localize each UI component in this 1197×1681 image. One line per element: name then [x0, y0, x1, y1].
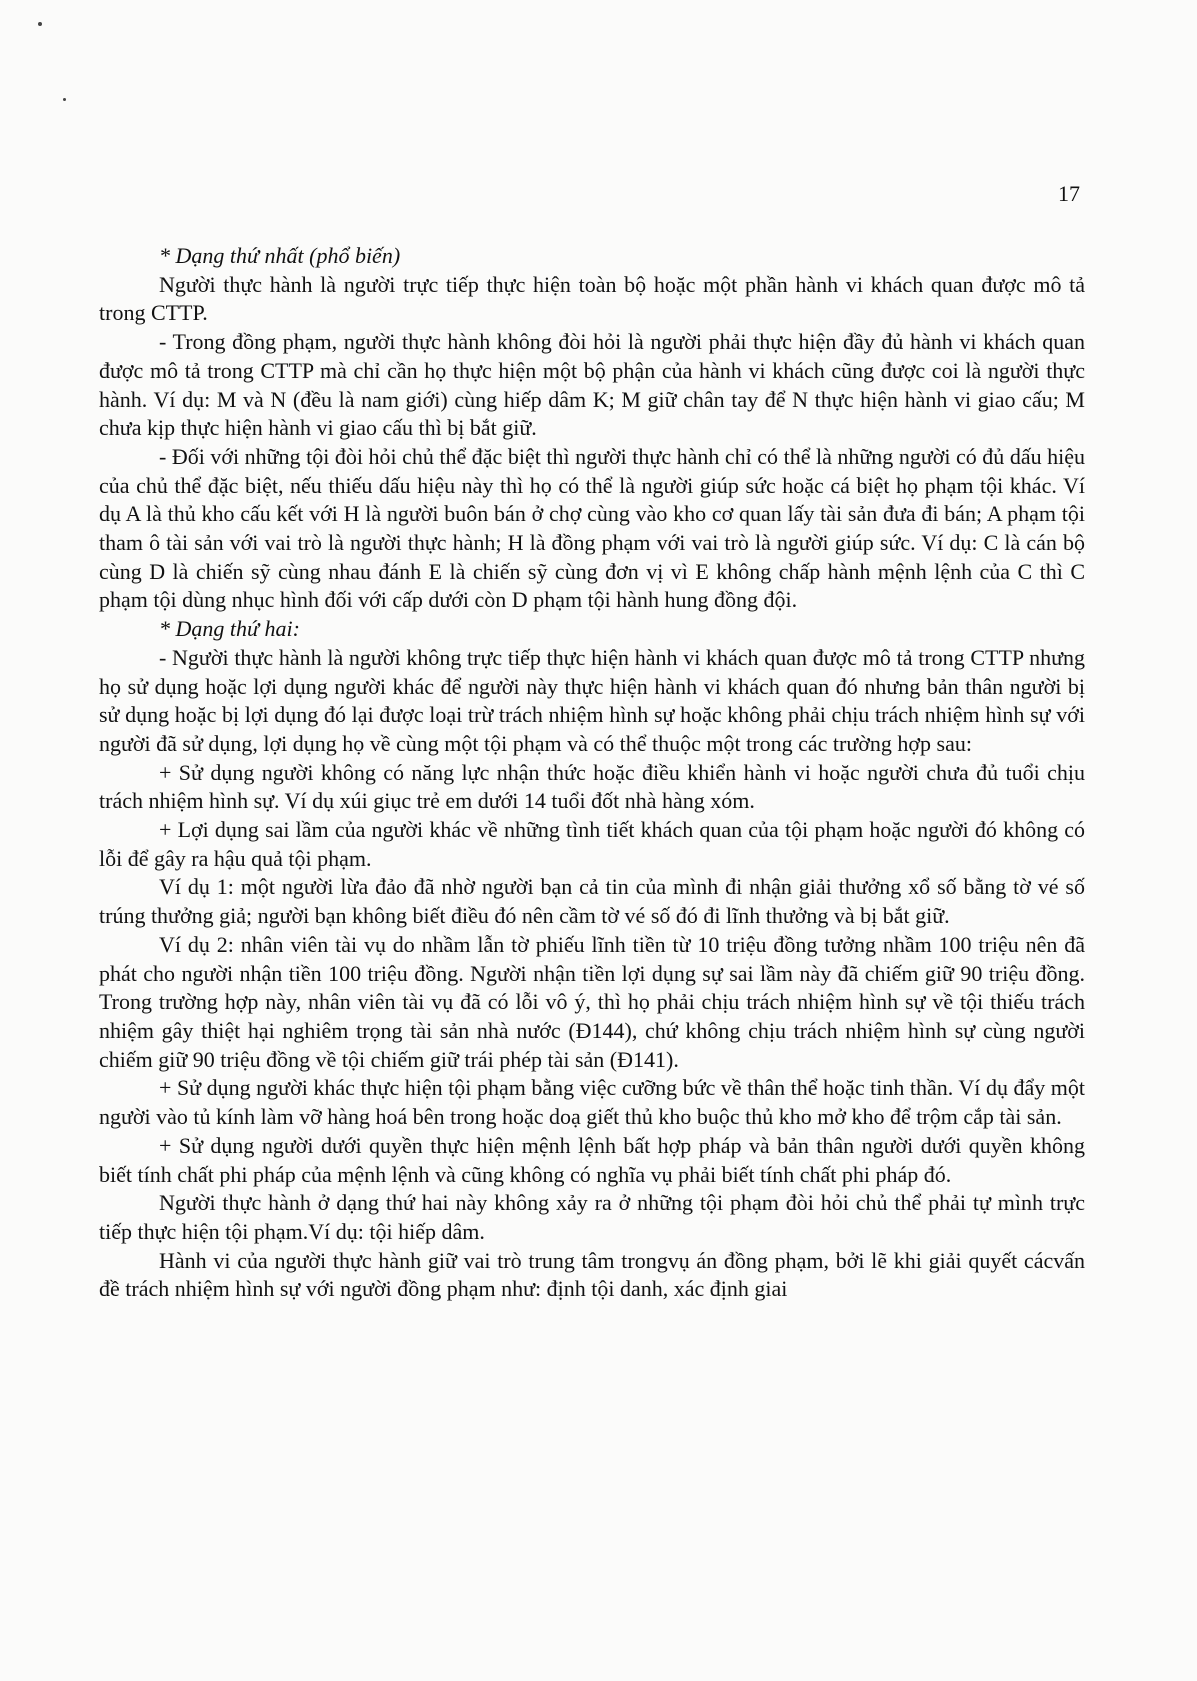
- section-heading: * Dạng thứ hai:: [159, 616, 300, 642]
- paragraph: + Sử dụng người khác thực hiện tội phạm bằng việc cưỡng bức về thân thể hoặc tinh thần. Ví dụ đẩy một người vào tủ kính làm vỡ hàng hoá bên trong hoặc doạ giết thủ kho buộc thủ kho mở kho để trộm cắp tài sản.: [99, 1075, 1085, 1130]
- paragraph: + Lợi dụng sai lầm của người khác về những tình tiết khách quan của tội phạm hoặc người đó không có lỗi để gây ra hậu quả tội phạm.: [99, 817, 1085, 871]
- paragraph: - Đối với những tội đòi hỏi chủ thể đặc biệt thì người thực hành chỉ có thể là những người có đủ dấu hiệu của chủ thể đặc biệt, nếu thiếu dấu hiệu này thì họ có thể là người giúp sức hoặc cá biệt họ phạm tội khác. Ví dụ A là thủ kho cấu kết với H là người buôn bán ở chợ cùng vào kho cơ quan lấy tài sản đưa đi bán; A phạm tội tham ô tài sản với vai trò là người thực hành; H là đồng phạm với vai trò là người giúp sức. Ví dụ: C là cán bộ cùng D là chiến sỹ cùng nhau đánh E là chiến sỹ cùng đơn vị vì E không chấp hành mệnh lệnh của C thì C phạm tội dùng nhục hình đối với cấp dưới còn D phạm tội hành hung đồng đội.: [99, 443, 1085, 613]
- section-heading: * Dạng thứ nhất (phổ biến): [159, 243, 401, 268]
- paragraph: + Sử dụng người dưới quyền thực hiện mệnh lệnh bất hợp pháp và bản thân người dưới quyền không biết tính chất phi pháp của mệnh lệnh và cũng không có nghĩa vụ phải biết tính chất phi pháp đó.: [99, 1132, 1085, 1187]
- scan-speck: [38, 22, 42, 26]
- page-body: [99, 242, 1085, 1304]
- paragraph: Người thực hành ở dạng thứ hai này không xảy ra ở những tội phạm đòi hỏi chủ thể phải tự mình trực tiếp thực hiện tội phạm.Ví dụ: tội hiếp dâm.: [99, 1190, 1085, 1244]
- paragraph: Ví dụ 1: một người lừa đảo đã nhờ người bạn cả tin của mình đi nhận giải thưởng xổ số bằng tờ vé số trúng thưởng giả; người bạn không biết điều đó nên cầm tờ vé số đó đi lĩnh thưởng và bị bắt giữ.: [99, 874, 1085, 929]
- paragraph: Người thực hành là người trực tiếp thực hiện toàn bộ hoặc một phần hành vi khách quan được mô tả trong CTTP.: [99, 271, 1085, 326]
- paragraph: Ví dụ 2: nhân viên tài vụ do nhầm lẫn tờ phiếu lĩnh tiền từ 10 triệu đồng tưởng nhầm 100 triệu nên đã phát cho người nhận tiền 100 triệu đồng. Người nhận tiền lợi dụng sự sai lầm này đã chiếm giữ 90 triệu đồng. Trong trường hợp này, nhân viên tài vụ đã có lỗi vô ý, thì họ phải chịu trách nhiệm hình sự về tội thiếu trách nhiệm gây thiệt hại nghiêm trọng tài sản nhà nước (Đ144), chứ không chịu trách nhiệm hình sự cùng người chiếm giữ 90 triệu đồng về tội chiếm giữ trái phép tài sản (Đ141).: [99, 931, 1085, 1072]
- paragraph: - Người thực hành là người không trực tiếp thực hiện hành vi khách quan được mô tả trong CTTP nhưng họ sử dụng hoặc lợi dụng người khác để người này thực hiện hành vi khách quan đó nhưng bản thân người bị sử dụng hoặc bị lợi dụng đó lại được loại trừ trách nhiệm hình sự hoặc không phải chịu trách nhiệm hình sự với người đã sử dụng, lợi dụng họ về cùng một tội phạm và có thể thuộc một trong các trường hợp sau:: [99, 644, 1085, 756]
- page-number: 17: [1058, 181, 1080, 206]
- scan-speck: [63, 98, 66, 101]
- paragraph: - Trong đồng phạm, người thực hành không đòi hỏi là người phải thực hiện đầy đủ hành vi khách quan được mô tả trong CTTP mà chỉ cần họ thực hiện một bộ phận của hành vi khách cũng được coi là người thực hành. Ví dụ: M và N (đều là nam giới) cùng hiếp dâm K; M giữ chân tay để N thực hiện hành vi giao cấu; M chưa kịp thực hiện hành vi giao cấu thì bị bắt giữ.: [99, 329, 1085, 441]
- paragraph: + Sử dụng người không có năng lực nhận thức hoặc điều khiển hành vi hoặc người chưa đủ tuổi chịu trách nhiệm hình sự. Ví dụ xúi giục trẻ em dưới 14 tuổi đốt nhà hàng xóm.: [99, 759, 1085, 814]
- paragraph: Hành vi của người thực hành giữ vai trò trung tâm trongvụ án đồng phạm, bởi lẽ khi giải quyết cácvấn đề trách nhiệm hình sự với người đồng phạm như: định tội danh, xác định giai: [99, 1247, 1085, 1302]
